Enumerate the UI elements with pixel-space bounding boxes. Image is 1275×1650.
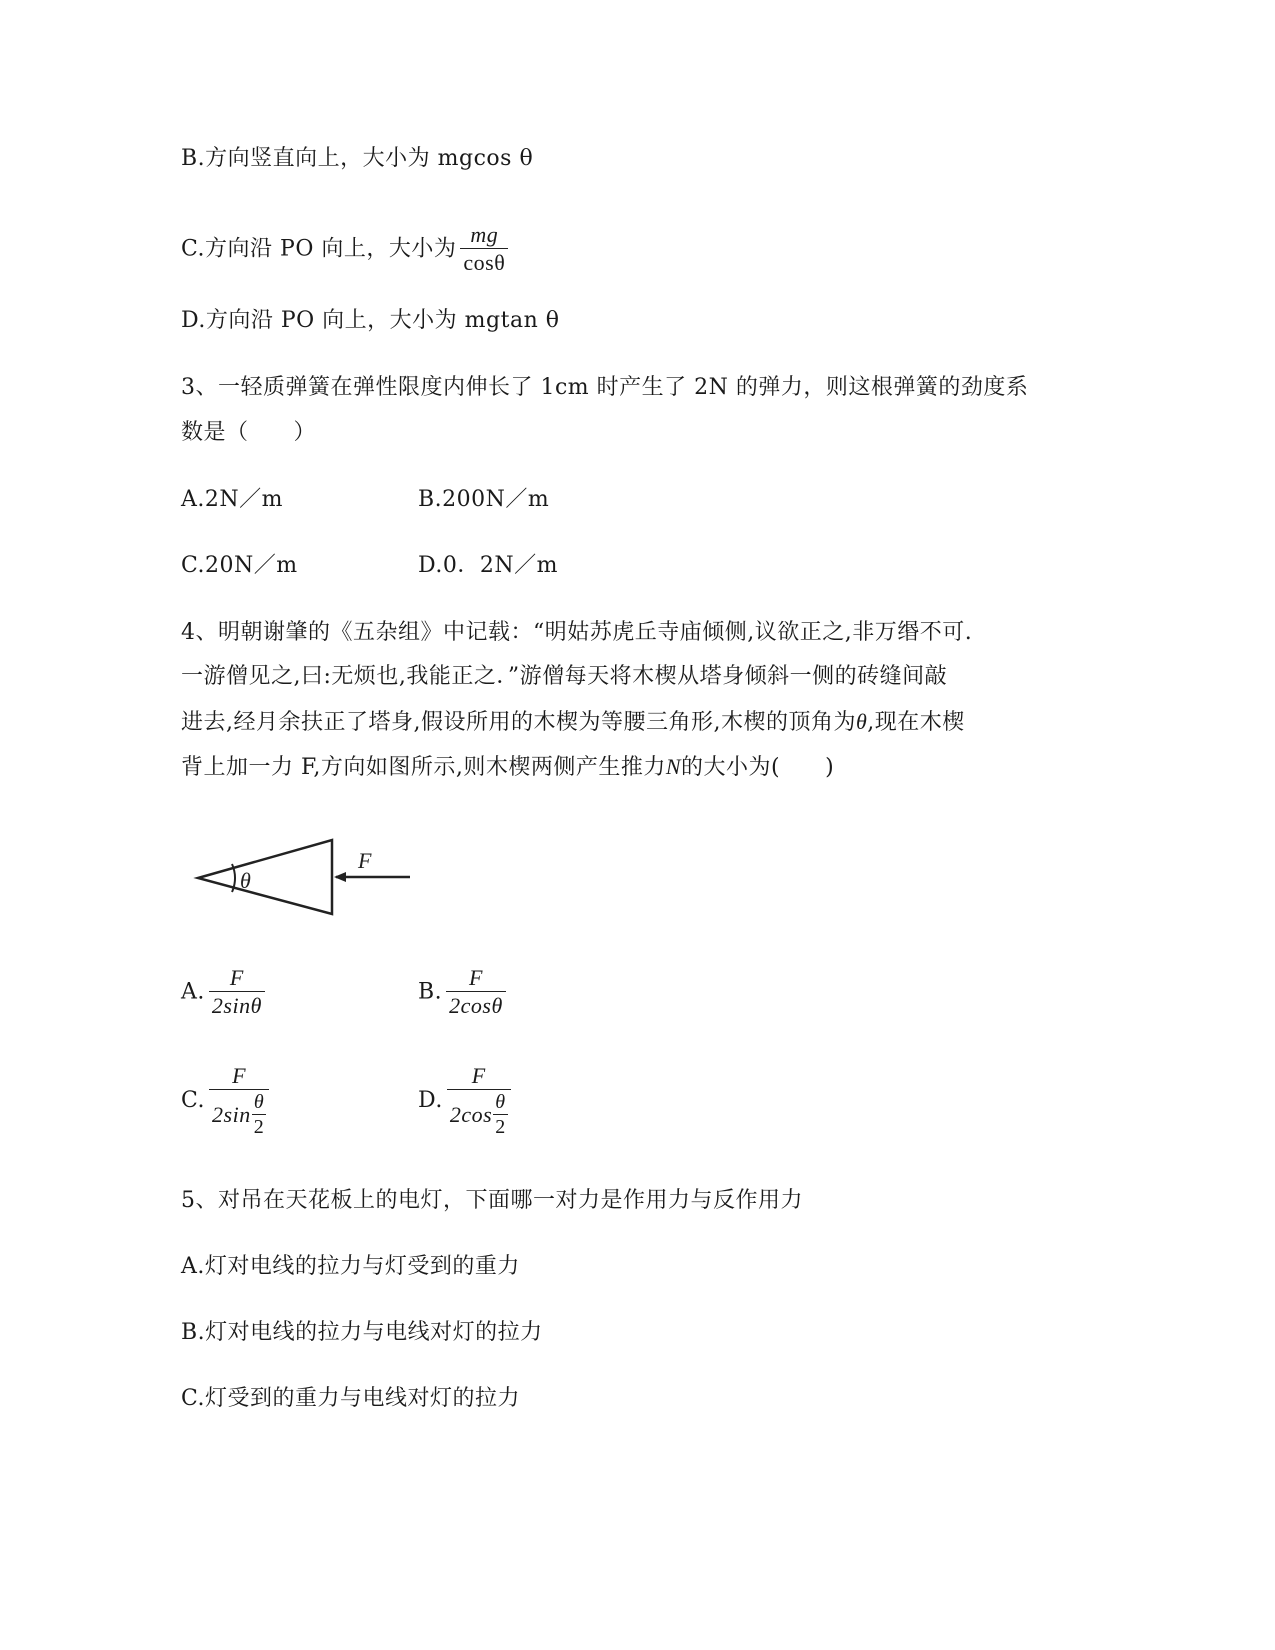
q5-option-a: A.灯对电线的拉力与灯受到的重力	[181, 1254, 520, 1279]
q3-stem-line1: 3、一轻质弹簧在弹性限度内伸长了 1cm 时产生了 2N 的弹力，则这根弹簧的劲度系	[181, 375, 1029, 400]
fraction-numerator: F	[232, 1063, 247, 1088]
option-a-fraction	[209, 965, 265, 1020]
q4-stem-line1: 4、明朝谢肇的《五杂组》中记载：“明姑苏虎丘寺庙倾侧,议欲正之,非万缗不可.	[181, 620, 973, 645]
wedge-force-diagram	[190, 828, 420, 928]
force-arrow-head	[334, 872, 346, 882]
q4-stem-line4-text-b: 的大小为( )	[681, 755, 835, 780]
fraction-numerator: mg	[470, 222, 499, 247]
option-b-fraction	[446, 965, 506, 1020]
option-label: C.	[181, 1088, 206, 1113]
q4-option-a	[181, 965, 265, 1020]
half-numerator: θ	[253, 1091, 265, 1113]
q4-stem-line4	[181, 752, 834, 783]
half-numerator: θ	[495, 1091, 506, 1113]
q2-option-d: D.方向沿 PO 向上，大小为 mgtan θ	[181, 308, 560, 333]
q2-option-b: B.方向竖直向上，大小为 mgcos θ	[181, 146, 534, 171]
fraction-numerator: F	[229, 965, 244, 990]
half-theta-fraction	[493, 1090, 508, 1139]
denominator-prefix: 2cos	[449, 1101, 493, 1127]
q5-option-c: C.灯受到的重力与电线对灯的拉力	[181, 1386, 521, 1411]
q2-option-c-text: C.方向沿 PO 向上，大小为	[181, 236, 457, 262]
q4-stem-line3-text-b: ,现在木楔	[867, 710, 965, 735]
q3-option-b: B.200N／m	[418, 487, 550, 512]
q4-option-b	[418, 965, 506, 1020]
q3-option-c: C.20N／m	[181, 553, 298, 578]
half-denominator: 2	[495, 1116, 506, 1138]
option-d-fraction	[447, 1063, 511, 1139]
q2-option-c-fraction	[460, 222, 508, 277]
theta-symbol: θ	[855, 709, 868, 734]
angle-theta-label: θ	[240, 868, 251, 893]
q3-option-a: A.2N／m	[181, 487, 283, 512]
q5-stem: 5、对吊在天花板上的电灯，下面哪一对力是作用力与反作用力	[181, 1188, 803, 1213]
q2-option-c	[181, 222, 508, 277]
fraction-denominator	[209, 1089, 269, 1139]
fraction-numerator: F	[469, 965, 483, 990]
denominator-prefix: 2sin	[212, 1101, 251, 1127]
q4-option-d	[418, 1063, 511, 1139]
q4-stem-line3-text-a: 进去,经月余扶正了塔身,假设所用的木楔为等腰三角形,木楔的顶角为	[181, 710, 856, 735]
q4-stem-line2: 一游僧见之,曰:无烦也,我能正之．”游僧每天将木楔从塔身倾斜一侧的砖缝间敲	[181, 664, 948, 689]
q5-option-b: B.灯对电线的拉力与电线对灯的拉力	[181, 1320, 543, 1345]
q3-stem-line2: 数是（ ）	[181, 420, 317, 445]
half-denominator: 2	[253, 1116, 265, 1138]
option-label: A.	[181, 979, 205, 1005]
wedge-triangle	[198, 840, 332, 914]
q3-option-d: D.0．2N／m	[418, 553, 558, 578]
q4-stem-line4-text-a: 背上加一力 F,方向如图所示,则木楔两侧产生推力	[181, 755, 666, 780]
option-label: B.	[418, 979, 443, 1005]
fraction-denominator: 2cosθ	[446, 991, 506, 1020]
fraction-numerator: F	[471, 1063, 486, 1088]
option-c-fraction	[209, 1063, 269, 1139]
option-label: D.	[418, 1088, 443, 1113]
fraction-denominator: 2sinθ	[209, 991, 265, 1020]
fraction-denominator: cosθ	[460, 248, 508, 277]
n-symbol: N	[665, 754, 682, 779]
q4-option-c	[181, 1063, 269, 1139]
fraction-denominator	[447, 1089, 511, 1139]
force-f-label: F	[358, 848, 372, 873]
q4-stem-line3	[181, 707, 965, 738]
half-theta-fraction	[252, 1090, 267, 1139]
